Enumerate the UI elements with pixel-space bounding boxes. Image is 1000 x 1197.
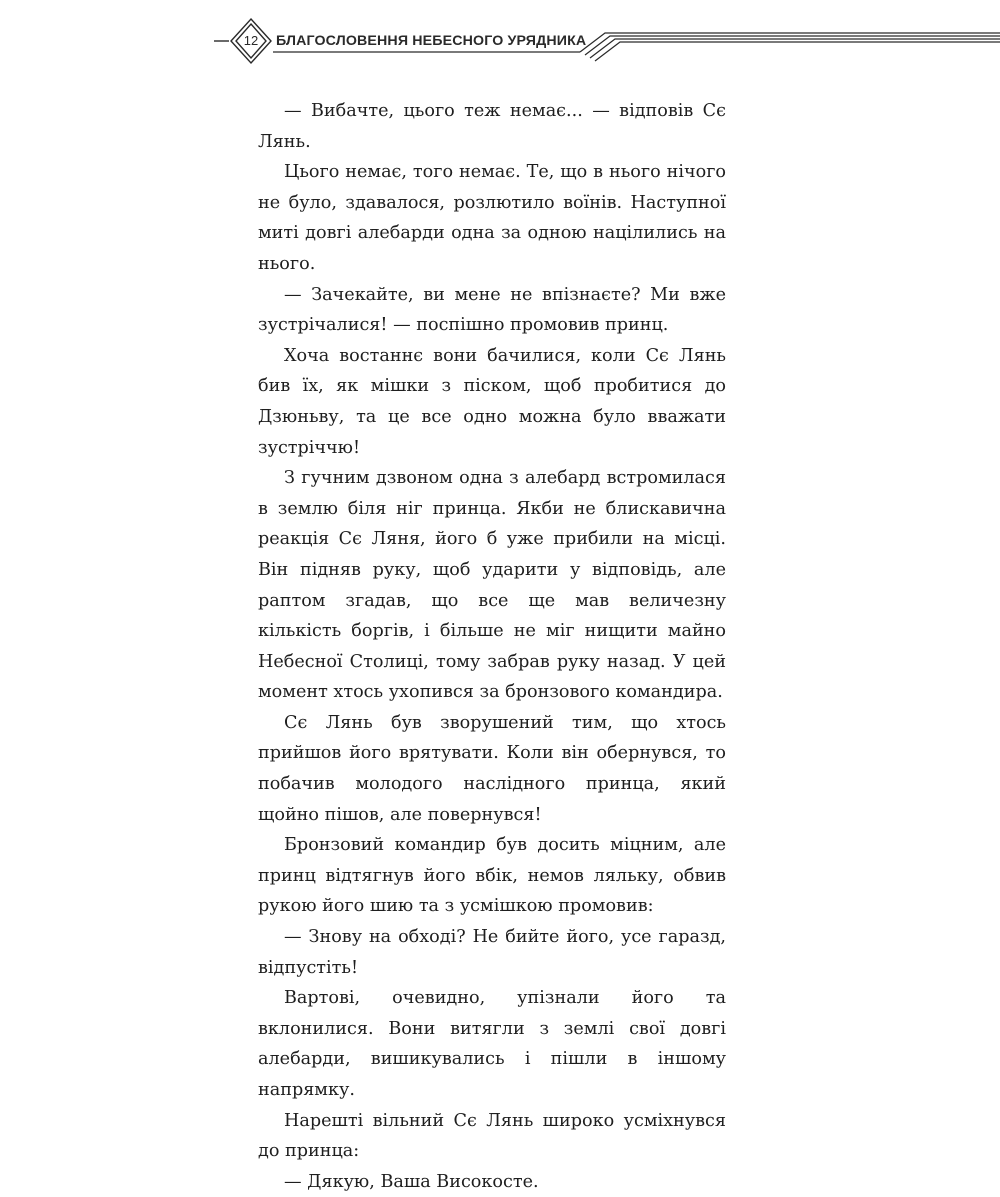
paragraph: Бронзовий командир був досить міцним, але принц відтягнув його вбік, немов ляльку, обвив рукою його шию та з усмішкою промовив: — [258, 835, 726, 917]
paragraph: Нарешті вільний Сє Лянь широко усміхнувся до принца: — [258, 1110, 726, 1162]
paragraph: — Знову на обході? Не бийте його, усе гаразд, відпустіть! — [258, 927, 726, 978]
page-header — [0, 0, 1000, 90]
body-text — [258, 96, 726, 1197]
paragraph: Хоча востаннє вони бачилися, коли Сє Лянь бив їх, як мішки з піском, щоб пробитися до Дзюньву, та це все одно можна було вважати зустріччю! — [258, 345, 726, 458]
paragraph: З гучним дзвоном одна з алебард встромилася в землю біля ніг принца. Якби не блискавична реакція Сє Ляня, його б уже прибили на місці. Він підняв руку, щоб ударити у відповідь, але раптом згадав, що все ще мав величезну кількість боргів, і більше не міг нищити майно Небесної Столиці, тому забрав руку назад. У цей момент хтось ухопився за бронзового командира. — [258, 468, 726, 703]
paragraph: Сє Лянь був зворушений тим, що хтось прийшов його врятувати. Коли він обернувся, то побачив молодого наслідного принца, який щойно пішов, але повернувся! — [258, 712, 726, 825]
paragraph: Вартові, очевидно, упізнали його та вклонилися. Вони витягли з землі свої довгі алебарди, вишикувались і пішли в іншому напрямку. — [258, 988, 726, 1100]
paragraph: — Зачекайте, ви мене не впізнаєте? Ми вже зустрічалися! — поспішно промовив принц. — [258, 284, 726, 336]
paragraph: — Вибачте, цього теж немає... — відповів Сє Лянь. — [258, 101, 726, 152]
paragraph: Цього немає, того немає. Те, що в нього нічого не було, здавалося, розлютило воїнів. Наступної миті довгі алебарди одна за одною націлились на нього. — [258, 162, 726, 274]
running-title: БЛАГОСЛОВЕННЯ НЕБЕСНОГО УРЯДНИКА — [276, 33, 587, 49]
paragraph: — Дякую, Ваша Високосте. — [284, 1171, 539, 1192]
page-number: 12 — [243, 33, 259, 48]
